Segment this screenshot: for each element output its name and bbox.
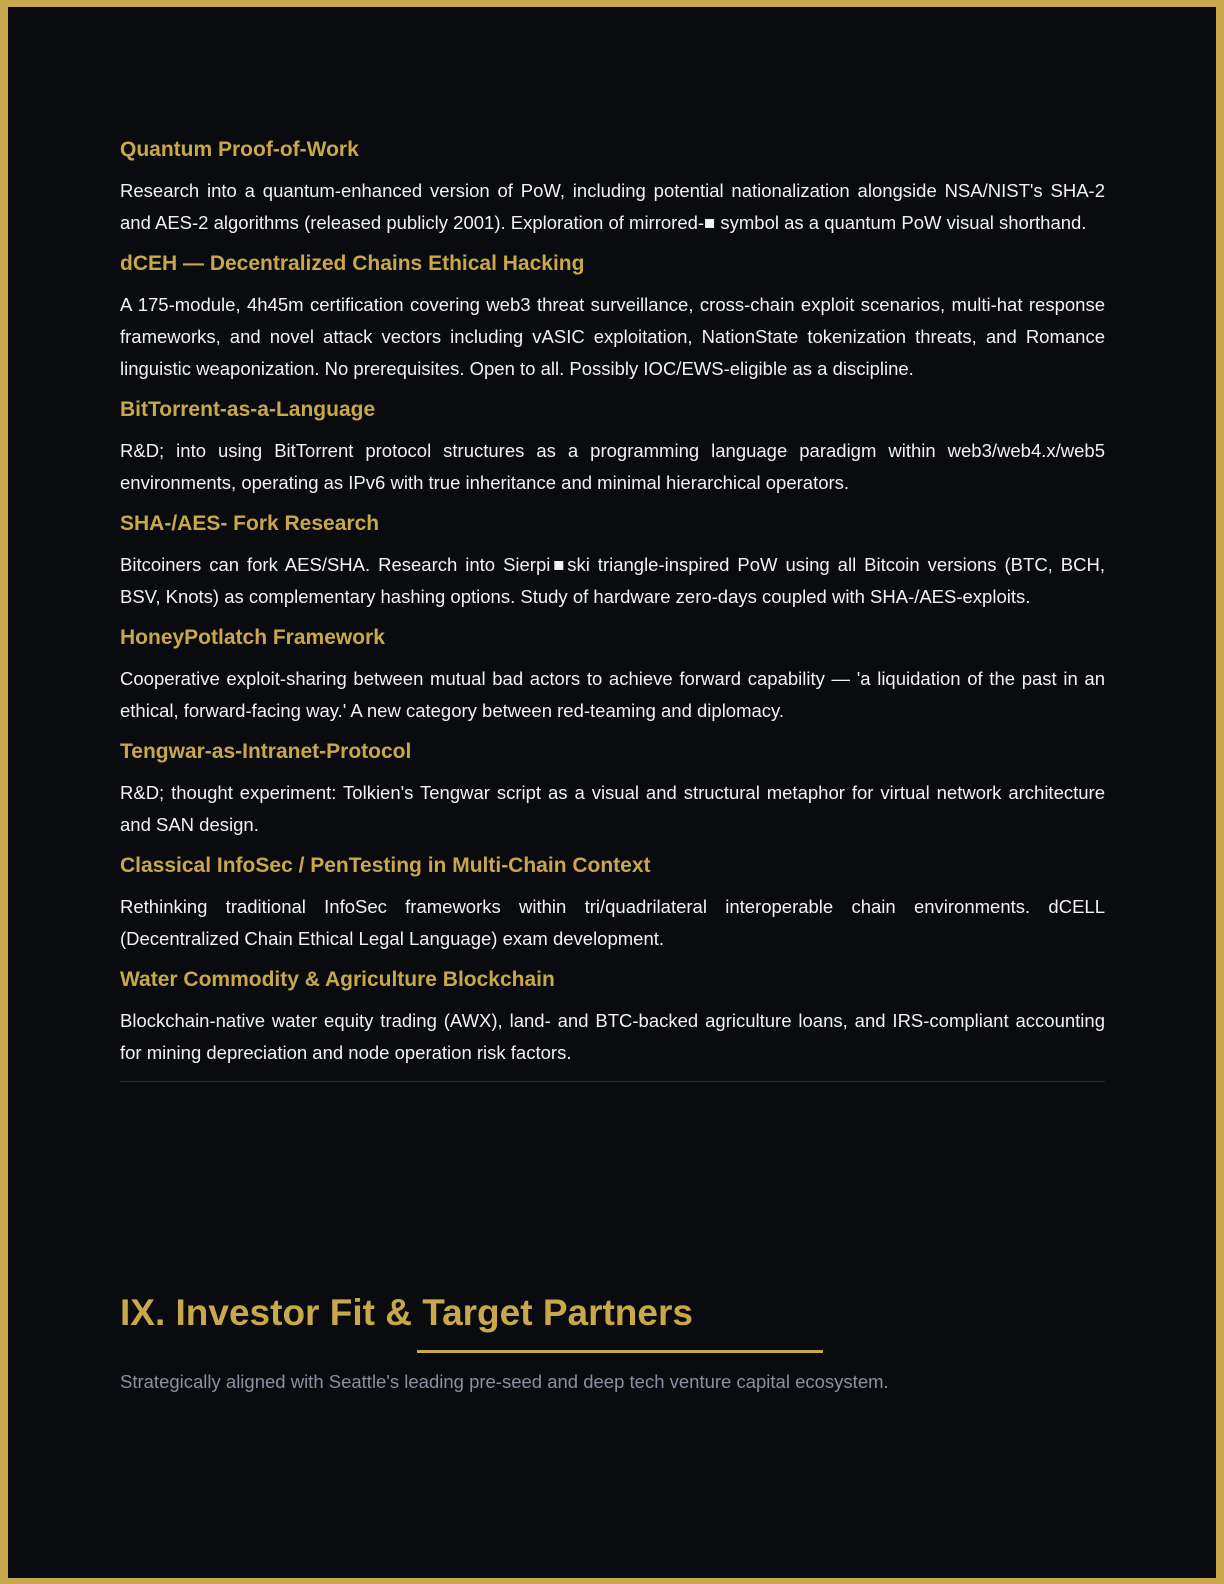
research-entry xyxy=(120,508,1105,613)
section-subtitle: Strategically aligned with Seattle's leading pre-seed and deep tech venture capital ecosystem. xyxy=(120,1371,889,1392)
research-entry xyxy=(120,622,1105,727)
entry-body: Blockchain-native water equity trading (AWX), land- and BTC-backed agriculture loans, and IRS-compliant accounting for mining depreciation and node operation risk factors. xyxy=(120,1010,1105,1063)
entry-body: A 175-module, 4h45m certification covering web3 threat surveillance, cross-chain exploit scenarios, multi-hat response frameworks, and novel attack vectors including vASIC exploitation, NationState tokenization threats, and Romance linguistic weaponization. No prerequisites. Open to all. Possibly IOC/EWS-eligible as a discipline. xyxy=(120,294,1105,379)
entry-title: SHA-/AES- Fork Research xyxy=(120,512,380,535)
document-page xyxy=(8,7,1216,1578)
entry-title: Tengwar-as-Intranet-Protocol xyxy=(120,740,412,763)
entry-body: R&D; thought experiment: Tolkien's Tengwar script as a visual and structural metaphor for virtual network architecture and SAN design. xyxy=(120,782,1105,835)
entry-title: Classical InfoSec / PenTesting in Multi-Chain Context xyxy=(120,854,651,877)
entry-title: HoneyPotlatch Framework xyxy=(120,626,385,649)
research-entry xyxy=(120,850,1105,955)
research-entry xyxy=(120,394,1105,499)
entry-body: Research into a quantum-enhanced version of PoW, including potential nationalization alongside NSA/NIST's SHA-2 and AES-2 algorithms (released publicly 2001). Exploration of mirrored-■ symbol as a quantum PoW visual shorthand. xyxy=(120,180,1105,233)
entry-body: Bitcoiners can fork AES/SHA. Research into Sierpi■ski triangle-inspired PoW using all Bitcoin versions (BTC, BCH, BSV, Knots) as complementary hashing options. Study of hardware zero-days coupled with SHA-/AES-exploits. xyxy=(120,554,1105,607)
research-entry xyxy=(120,134,1105,239)
entry-title: Quantum Proof-of-Work xyxy=(120,138,359,161)
entry-title: dCEH — Decentralized Chains Ethical Hacking xyxy=(120,252,585,275)
section-heading: IX. Investor Fit & Target Partners xyxy=(120,1292,693,1333)
research-entry xyxy=(120,964,1105,1069)
entry-body: Cooperative exploit-sharing between mutual bad actors to achieve forward capability — 'a liquidation of the past in an ethical, forward-facing way.' A new category between red-teaming and diplomacy. xyxy=(120,668,1105,721)
entry-body: Rethinking traditional InfoSec frameworks within tri/quadrilateral interoperable chain environments. dCELL (Decentralized Chain Ethical Legal Language) exam development. xyxy=(120,896,1105,949)
research-entry xyxy=(120,248,1105,385)
heading-underline xyxy=(417,1350,823,1353)
section-divider xyxy=(120,1081,1105,1082)
investor-fit-section xyxy=(120,1290,1105,1392)
entry-title: BitTorrent-as-a-Language xyxy=(120,398,376,421)
research-entry xyxy=(120,736,1105,841)
entry-title: Water Commodity & Agriculture Blockchain xyxy=(120,968,555,991)
research-list xyxy=(120,134,1105,1082)
entry-body: R&D; into using BitTorrent protocol structures as a programming language paradigm within web3/web4.x/web5 environments, operating as IPv6 with true inheritance and minimal hierarchical operators. xyxy=(120,440,1105,493)
